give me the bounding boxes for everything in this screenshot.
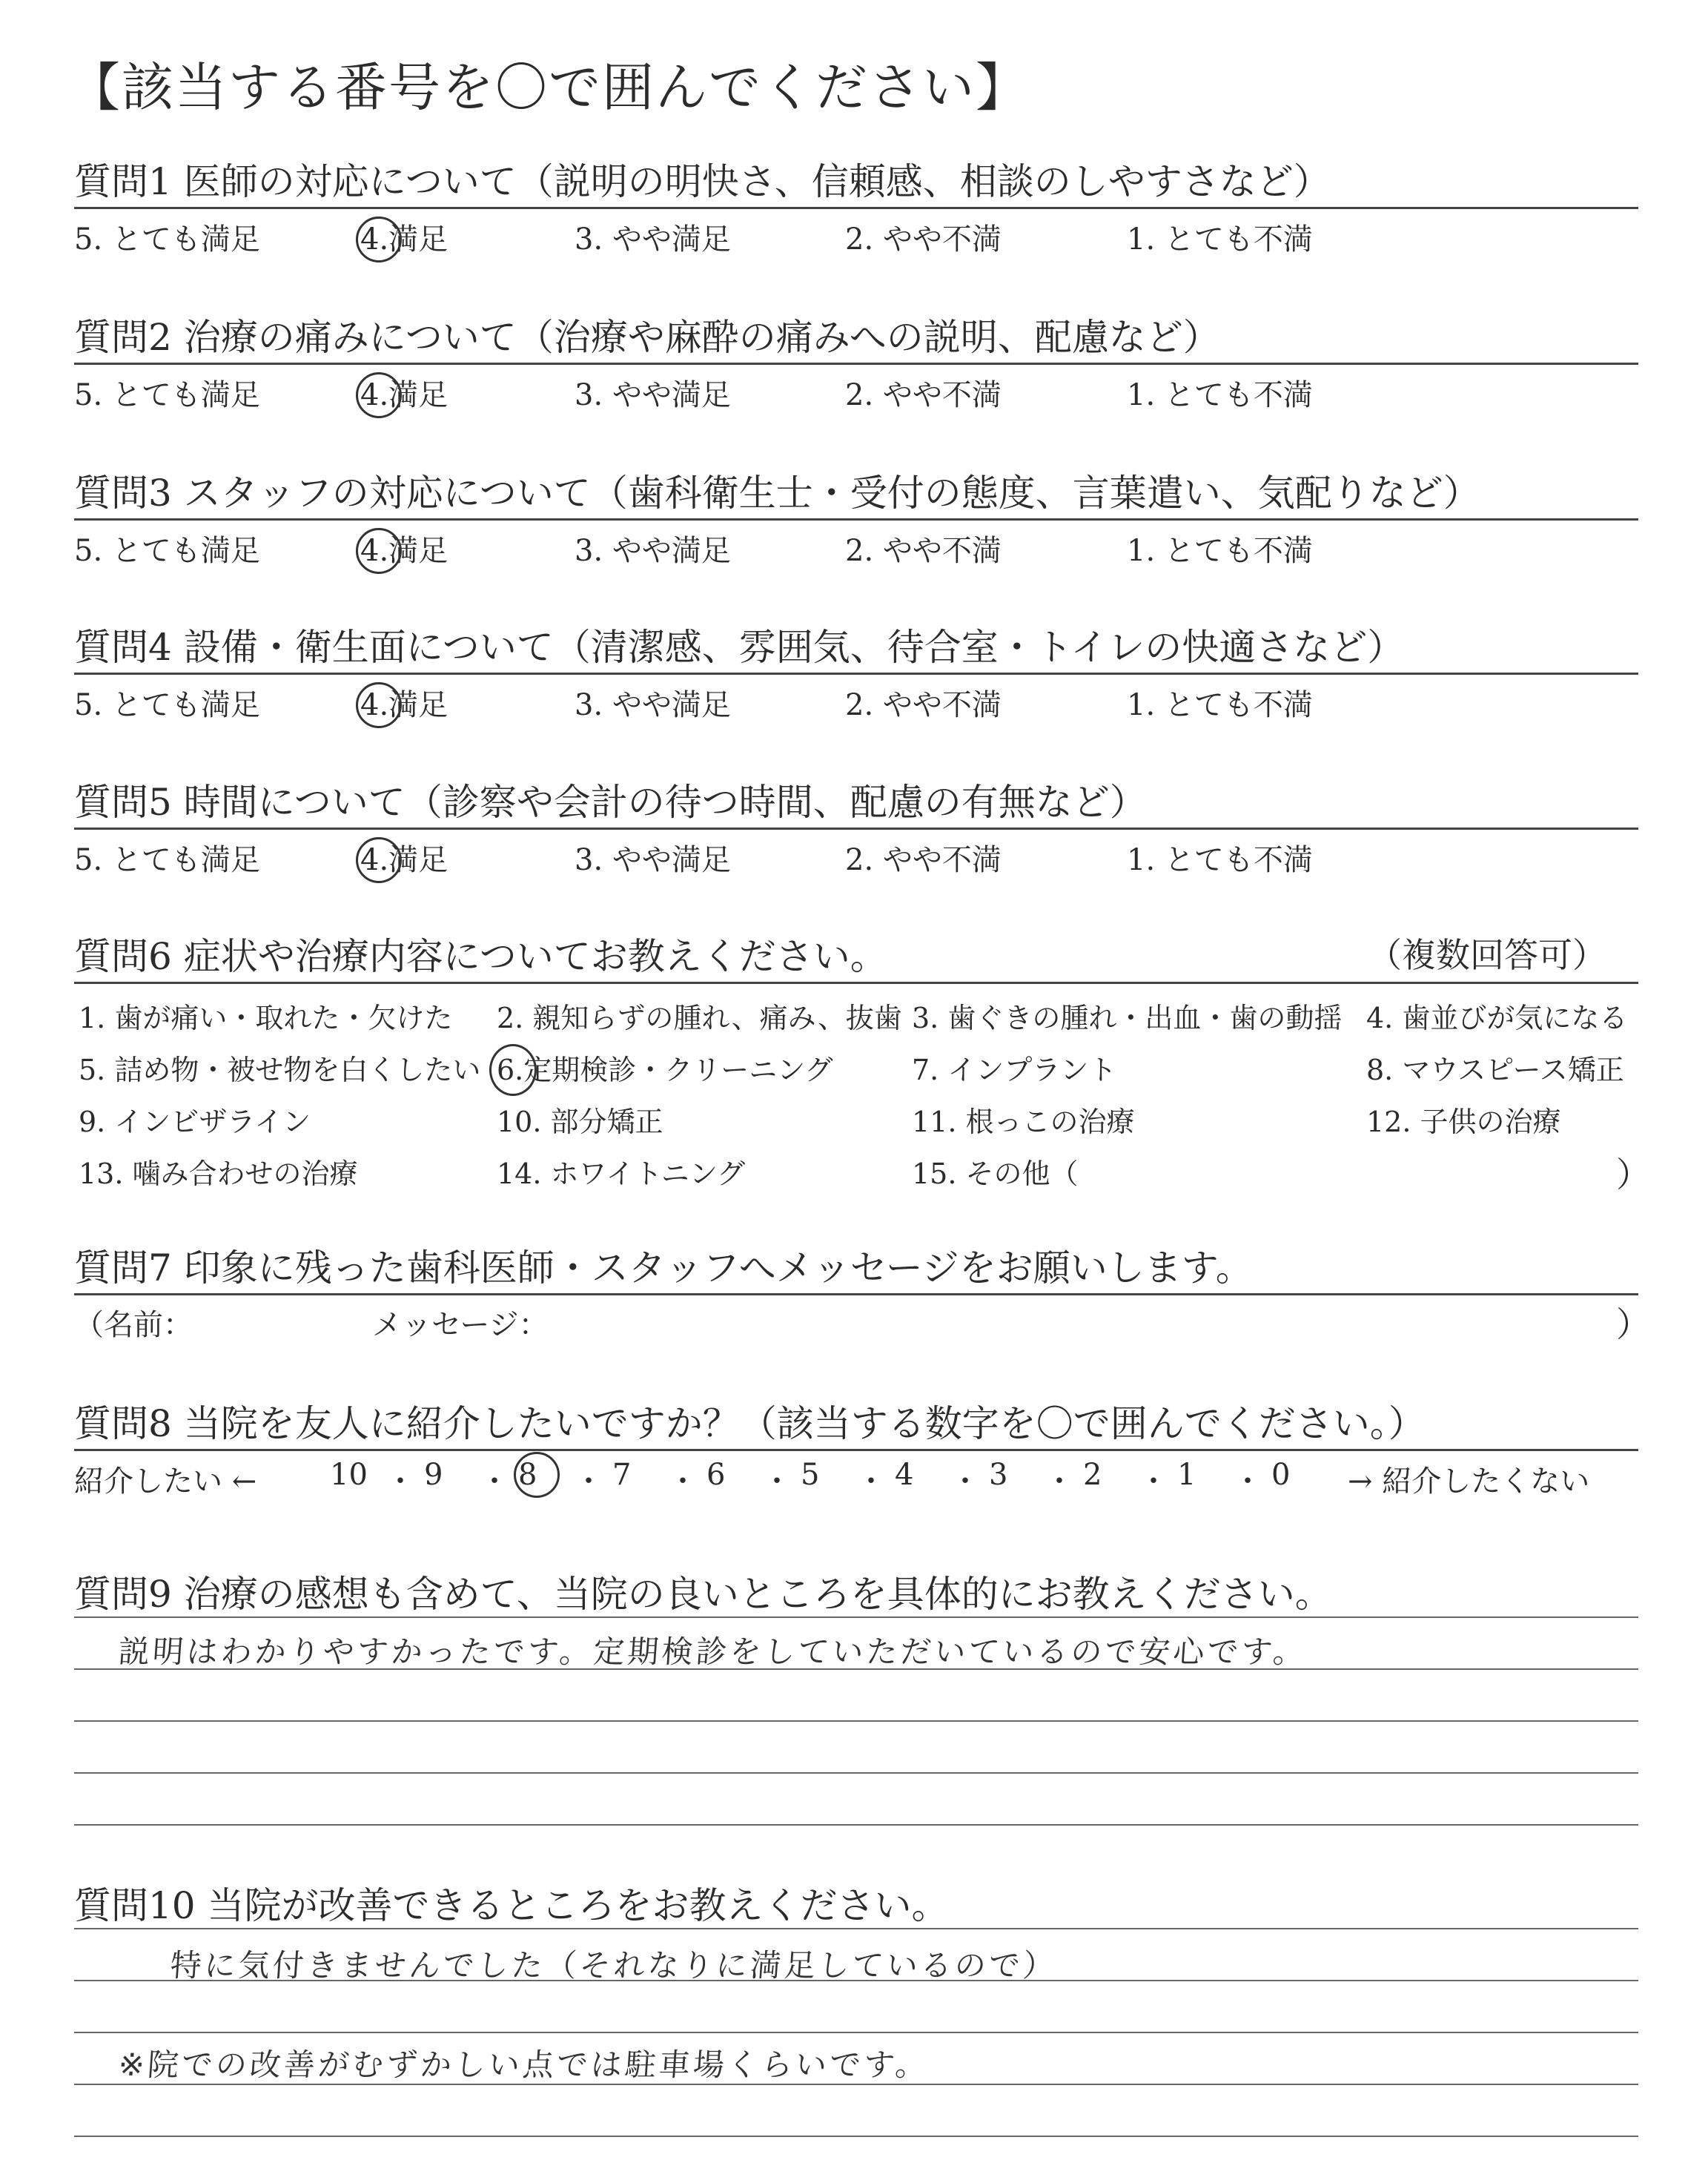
q6-option-3[interactable]: 3. 歯ぐきの腫れ・出血・歯の動揺 <box>912 1002 1343 1034</box>
q8-scale-separator: ・ <box>668 1464 698 1499</box>
q3-option-4-number: 4. <box>360 534 389 568</box>
q9-line-5 <box>74 1824 1638 1826</box>
q7-name-label: （名前： <box>74 1308 193 1342</box>
q7-rule <box>74 1293 1638 1295</box>
q4-option-4-number: 4. <box>360 688 389 722</box>
q6-multi-note: （複数回答可） <box>1368 935 1606 975</box>
q5-title: 質問5 時間について（診察や会計の待つ時間、配慮の有無など） <box>74 781 1147 824</box>
q6-option-11[interactable]: 11. 根っこの治療 <box>912 1106 1135 1138</box>
q8-scale-separator: ・ <box>385 1464 415 1499</box>
q8-scale-0[interactable] <box>1271 1458 1290 1492</box>
q1-title: 質問1 医師の対応について（説明の明快さ、信頼感、相談のしやすさなど） <box>74 160 1331 203</box>
q8-scale-7[interactable] <box>612 1458 631 1492</box>
q2-option-4-number: 4. <box>360 378 389 412</box>
q2-title: 質問2 治療の痛みについて（治療や麻酔の痛みへの説明、配慮など） <box>74 316 1220 359</box>
q3-option-1[interactable]: 1. とても不満 <box>1127 534 1313 568</box>
q4-title: 質問4 設備・衛生面について（清潔感、雰囲気、待合室・トイレの快適さなど） <box>74 626 1405 669</box>
form-heading: 【該当する番号を〇で囲んでください】 <box>68 57 1029 118</box>
q9-answer[interactable]: 説明はわかりやすかったです。定期検診をしていただいているので安心です。 <box>117 1634 1308 1670</box>
q3-option-4[interactable] <box>360 527 448 569</box>
q1-option-4-number: 4. <box>360 222 389 257</box>
q6-option-9[interactable]: 9. インビザライン <box>79 1106 311 1138</box>
q6-option-15-close: ） <box>1616 1155 1650 1195</box>
q6-option-10[interactable]: 10. 部分矯正 <box>497 1106 663 1138</box>
q3-rule <box>74 518 1638 521</box>
q8-scale-3-label: 3 <box>989 1458 1008 1492</box>
q8-left-label: 紹介したい ← <box>74 1464 257 1499</box>
q6-option-6-number: 6. <box>497 1054 524 1086</box>
q6-option-4[interactable]: 4. 歯並びが気になる <box>1366 1002 1628 1034</box>
q3-title: 質問3 スタッフの対応について（歯科衛生士・受付の態度、言葉遣い、気配りなど） <box>74 472 1480 515</box>
q8-scale-10[interactable] <box>330 1458 368 1492</box>
q5-option-2[interactable]: 2. やや不満 <box>845 843 1002 877</box>
q6-title: 質問6 症状や治療内容についてお教えください。 <box>74 935 887 978</box>
q2-option-3[interactable]: 3. やや満足 <box>575 378 731 412</box>
q6-rule <box>74 982 1638 984</box>
q8-scale-0-label: 0 <box>1271 1458 1291 1492</box>
q8-scale-separator: ・ <box>480 1464 509 1499</box>
q1-option-4[interactable] <box>360 216 448 258</box>
q9-line-1 <box>74 1616 1638 1618</box>
q8-scale-9[interactable] <box>424 1458 443 1492</box>
q4-rule <box>74 673 1638 675</box>
q1-option-2[interactable]: 2. やや不満 <box>845 222 1002 257</box>
q8-scale-6[interactable] <box>706 1458 725 1492</box>
q4-option-4[interactable] <box>360 681 448 724</box>
q5-option-4-number: 4. <box>360 843 389 877</box>
q6-option-6[interactable] <box>497 1047 833 1088</box>
q8-scale-1[interactable] <box>1177 1458 1196 1492</box>
q8-scale-separator: ・ <box>856 1464 886 1499</box>
q7-title: 質問7 印象に残った歯科医師・スタッフへメッセージをお願いします。 <box>74 1246 1253 1289</box>
q5-rule <box>74 828 1638 830</box>
q6-option-6-label: 定期検診・クリーニング <box>523 1054 833 1086</box>
q9-line-3 <box>74 1720 1638 1722</box>
q9-line-4 <box>74 1772 1638 1774</box>
q2-option-1[interactable]: 1. とても不満 <box>1127 378 1313 412</box>
q6-option-15[interactable]: 15. その他（ <box>912 1157 1079 1190</box>
q8-scale-separator: ・ <box>762 1464 792 1499</box>
q6-option-13[interactable]: 13. 噛み合わせの治療 <box>79 1157 358 1190</box>
q7-close: ） <box>1616 1304 1650 1344</box>
q2-option-4[interactable] <box>360 371 448 414</box>
q5-option-5[interactable]: 5. とても満足 <box>74 843 260 877</box>
q8-scale-4-label: 4 <box>895 1458 914 1492</box>
q8-scale-4[interactable] <box>895 1458 913 1492</box>
q8-scale-separator: ・ <box>950 1464 980 1499</box>
q1-option-5[interactable]: 5. とても満足 <box>74 222 260 257</box>
q1-rule <box>74 207 1638 209</box>
q10-title: 質問10 当院が改善できるところをお教えください。 <box>74 1884 949 1927</box>
q4-option-2[interactable]: 2. やや不満 <box>845 688 1002 722</box>
q8-scale-10-label: 10 <box>330 1458 368 1492</box>
q8-title: 質問8 当院を友人に紹介したいですか？（該当する数字を〇で囲んでください。） <box>74 1402 1426 1445</box>
q6-option-14[interactable]: 14. ホワイトニング <box>497 1157 746 1190</box>
q8-scale-5-label: 5 <box>801 1458 820 1492</box>
q6-option-5[interactable]: 5. 詰め物・被せ物を白くしたい <box>79 1054 481 1086</box>
q10-line-1 <box>74 1928 1638 1929</box>
q10-answer-1[interactable]: 特に気付きませんでした（それなりに満足しているので） <box>169 1947 1059 1984</box>
q6-option-1[interactable]: 1. 歯が痛い・取れた・欠けた <box>79 1002 453 1034</box>
q8-scale-separator: ・ <box>1045 1464 1074 1499</box>
q6-option-7[interactable]: 7. インプラント <box>912 1054 1117 1086</box>
q4-option-1[interactable]: 1. とても不満 <box>1127 688 1313 722</box>
q2-option-5[interactable]: 5. とても満足 <box>74 378 260 412</box>
q8-scale-separator: ・ <box>1233 1464 1262 1499</box>
q6-option-8[interactable]: 8. マウスピース矯正 <box>1366 1054 1624 1086</box>
q8-scale-7-label: 7 <box>612 1458 632 1492</box>
q8-scale-2[interactable] <box>1083 1458 1102 1492</box>
q8-right-label: → 紹介したくない <box>1348 1464 1590 1499</box>
q3-option-2[interactable]: 2. やや不満 <box>845 534 1002 568</box>
q1-option-3[interactable]: 3. やや満足 <box>575 222 731 257</box>
q10-line-2 <box>74 1980 1638 1981</box>
q8-scale-9-label: 9 <box>424 1458 443 1492</box>
q8-rule <box>74 1449 1638 1451</box>
q10-line-3 <box>74 2032 1638 2033</box>
q10-line-4 <box>74 2084 1638 2085</box>
q9-line-2 <box>74 1668 1638 1670</box>
q1-option-4-label: 満足 <box>388 222 448 257</box>
q8-scale-8-label: 8 <box>518 1458 537 1492</box>
q6-option-2[interactable]: 2. 親知らずの腫れ、痛み、抜歯 <box>497 1002 902 1034</box>
q8-scale-3[interactable] <box>989 1458 1007 1492</box>
q8-scale-8[interactable] <box>518 1458 537 1492</box>
q5-option-4-label: 満足 <box>388 843 448 877</box>
q8-scale-5[interactable] <box>801 1458 819 1492</box>
q7-message-label: メッセージ： <box>372 1308 549 1342</box>
q2-option-2[interactable]: 2. やや不満 <box>845 378 1002 412</box>
q9-title: 質問9 治療の感想も含めて、当院の良いところを具体的にお教えください。 <box>74 1573 1332 1616</box>
q8-scale-6-label: 6 <box>706 1458 726 1492</box>
q8-scale-separator: ・ <box>1139 1464 1168 1499</box>
q8-scale-2-label: 2 <box>1083 1458 1102 1492</box>
q2-option-4-label: 満足 <box>388 378 448 412</box>
q4-option-4-label: 満足 <box>388 688 448 722</box>
q5-option-3[interactable]: 3. やや満足 <box>575 843 731 877</box>
q10-line-5 <box>74 2136 1638 2137</box>
q1-option-1[interactable]: 1. とても不満 <box>1127 222 1313 257</box>
q4-option-5[interactable]: 5. とても満足 <box>74 688 260 722</box>
q8-scale-separator: ・ <box>574 1464 603 1499</box>
q10-answer-2[interactable]: ※院での改善がむずかしい点では駐車場くらいです。 <box>117 2047 931 2083</box>
q5-option-1[interactable]: 1. とても不満 <box>1127 843 1313 877</box>
q3-option-5[interactable]: 5. とても満足 <box>74 534 260 568</box>
q3-option-3[interactable]: 3. やや満足 <box>575 534 731 568</box>
q4-option-3[interactable]: 3. やや満足 <box>575 688 731 722</box>
q6-option-12[interactable]: 12. 子供の治療 <box>1366 1106 1561 1138</box>
q3-option-4-label: 満足 <box>388 534 448 568</box>
q5-option-4[interactable] <box>360 836 448 879</box>
q2-rule <box>74 363 1638 365</box>
q8-scale-1-label: 1 <box>1177 1458 1196 1492</box>
